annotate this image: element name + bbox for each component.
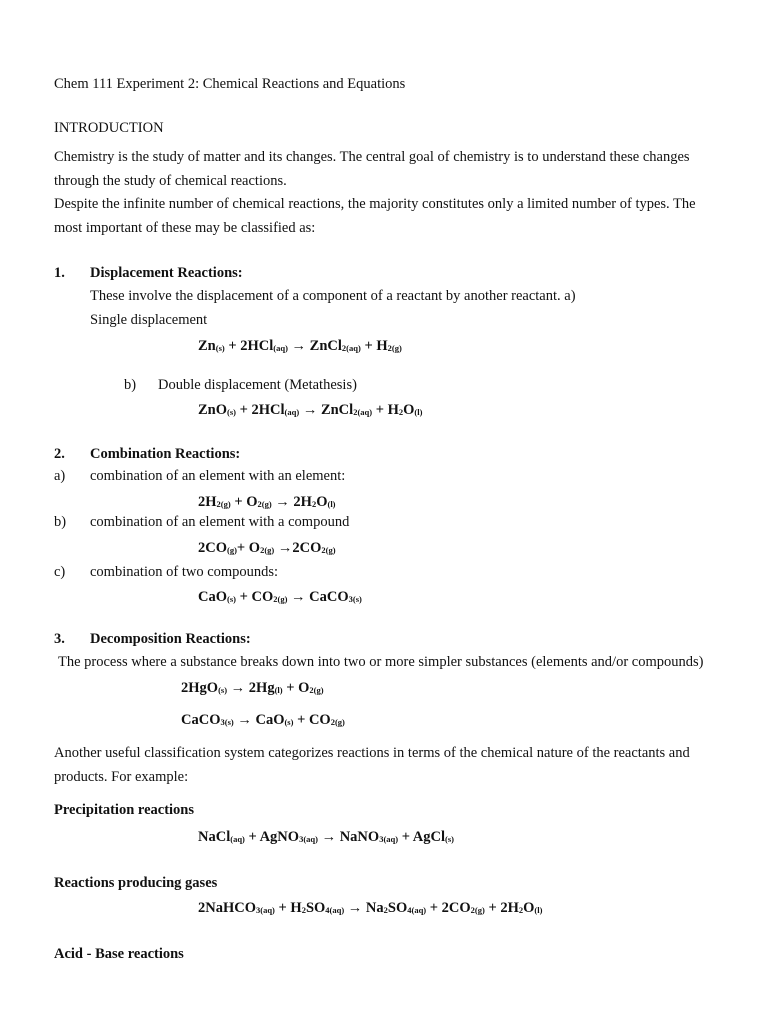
section-3-description: The process where a substance breaks down into two or more simpler substances (elements and/or compounds) — [58, 654, 704, 670]
section-2-number: 2. — [54, 446, 65, 462]
equation-subscript: (g) — [227, 545, 237, 555]
equation-subscript: 2(g) — [273, 594, 288, 604]
equation-subscript: 2(g) — [260, 545, 275, 555]
intro-paragraph-2: Despite the infinite number of chemical reactions, the majority constitutes only a limited number of types. The most important of these may be classified as: — [54, 196, 696, 236]
equation-subscript: (s) — [445, 834, 454, 844]
equation-hydrogen-oxygen: $2H_{2(g)} + O_{2(g)} \to 2H_2O_{(l)}$ — [198, 494, 336, 510]
equation-subscript: 2(g) — [387, 343, 402, 353]
equation-subscript: 2 — [311, 499, 317, 509]
section-1-sub-b-label: Double displacement (Metathesis) — [158, 377, 357, 393]
gas-reactions-heading: Reactions producing gases — [54, 875, 218, 891]
equation-subscript: 2(g) — [257, 499, 272, 509]
section-1-description: These involve the displacement of a component of a reactant by another reactant. a) — [90, 288, 576, 304]
equation-subscript: 3(s) — [220, 717, 234, 727]
equation-carbon-monoxide-oxygen: $2CO_{(g)}+ O_{2(g)} \to 2CO_{2(g)}$ — [198, 540, 336, 556]
intro-heading: INTRODUCTION — [54, 120, 164, 136]
equation-subscript: (s) — [215, 343, 225, 353]
equation-subscript: (l) — [414, 407, 423, 417]
equation-subscript: (aq) — [284, 407, 300, 417]
section-1-number: 1. — [54, 265, 65, 281]
equation-subscript: 4(aq) — [407, 905, 427, 915]
equation-subscript: 2 — [398, 407, 404, 417]
equation-subscript: 2(g) — [216, 499, 231, 509]
document-title: Chem 111 Experiment 2: Chemical Reactions and Equations — [54, 76, 406, 92]
equation-subscript: 3(aq) — [379, 834, 399, 844]
section-2-sub-c-label: combination of two compounds: — [90, 564, 279, 580]
equation-subscript: (s) — [227, 407, 236, 417]
equation-calcium-oxide-co2: $CaO_{(s)} + CO_{2(g)}$ → CaCO$_{3(s)}$ — [198, 589, 362, 605]
equation-precipitation: NaCl$_{(aq)}$ + AgNO$_{3(aq)}$ → NaNO$_{3(aq)}$ + AgCl$_{(s)}$ — [198, 829, 454, 845]
equation-subscript: 2 — [383, 905, 388, 915]
classification-paragraph: Another useful classification system categorizes reactions in terms of the chemical nature of the reactants and products. For example: — [54, 745, 690, 785]
equation-subscript: (s) — [227, 594, 236, 604]
acid-base-heading: Acid - Base reactions — [54, 946, 184, 962]
equation-subscript: (aq) — [230, 834, 245, 844]
section-2-sub-b-label: combination of an element with a compound — [90, 514, 350, 530]
equation-subscript: (l) — [534, 905, 543, 915]
section-2-sub-a-label: combination of an element with an element: — [90, 468, 346, 484]
intro-paragraph-1: Chemistry is the study of matter and its changes. The central goal of chemistry is to understand these changes through the study of chemical reactions. — [54, 149, 690, 189]
equation-subscript: 2(g) — [470, 905, 485, 915]
equation-subscript: 2 — [301, 905, 306, 915]
equation-subscript: 2 — [518, 905, 524, 915]
section-3-heading: Decomposition Reactions: — [90, 631, 251, 647]
equation-zinc-oxide-metathesis: ZnO$_{(s)}$ + 2HCl$_{(aq)}$ → ZnCl$_{2(aq)}$ + $H_2O_{(l)}$ — [198, 402, 423, 418]
equation-zinc-single-displacement: $Zn_{(s)} + 2HCl_{(aq)}$ → ZnCl$_{2(aq)}$ + $H_{2(g)}$ — [198, 338, 402, 354]
equation-mercury-oxide-decomposition: $2HgO_{(s)} \to 2Hg_{(l)} + O_{2(g)}$ — [181, 680, 324, 696]
section-1-sub-b-letter: b) — [124, 377, 137, 393]
section-2-sub-c-letter: c) — [54, 564, 66, 580]
section-1-heading: Displacement Reactions: — [90, 265, 243, 281]
section-1-sub-a-label: Single displacement — [90, 312, 208, 328]
section-2-sub-a-letter: a) — [54, 468, 66, 484]
equation-subscript: 2(g) — [309, 685, 324, 695]
equation-subscript: 2(aq) — [341, 343, 361, 353]
equation-subscript: 2(g) — [321, 545, 336, 555]
equation-gas-producing: 2NaHCO$_{3(aq)}$ + $H_2SO_{4(aq)} \to Na_2SO_{4(aq)} + 2CO_{2(g)} + 2H_2O_{(l)}$ — [198, 900, 543, 916]
equation-subscript: (s) — [284, 717, 294, 727]
equation-calcium-carbonate-decomposition: CaCO$_{3(s)}$ → $CaO_{(s)} + CO_{2(g)}$ — [181, 712, 345, 728]
precipitation-heading: Precipitation reactions — [54, 802, 195, 818]
equation-subscript: (l) — [327, 499, 336, 509]
equation-subscript: 3(s) — [348, 594, 362, 604]
equation-subscript: 2(aq) — [353, 407, 373, 417]
equation-subscript: (l) — [274, 685, 283, 695]
equation-subscript: 3(aq) — [299, 834, 318, 844]
section-3-number: 3. — [54, 631, 65, 647]
equation-subscript: 2(g) — [330, 717, 345, 727]
equation-subscript: (s) — [218, 685, 228, 695]
equation-subscript: 3(aq) — [256, 905, 275, 915]
equation-subscript: 4(aq) — [325, 905, 345, 915]
section-2-heading: Combination Reactions: — [90, 446, 241, 462]
section-2-sub-b-letter: b) — [54, 514, 67, 530]
equation-subscript: (aq) — [273, 343, 288, 353]
